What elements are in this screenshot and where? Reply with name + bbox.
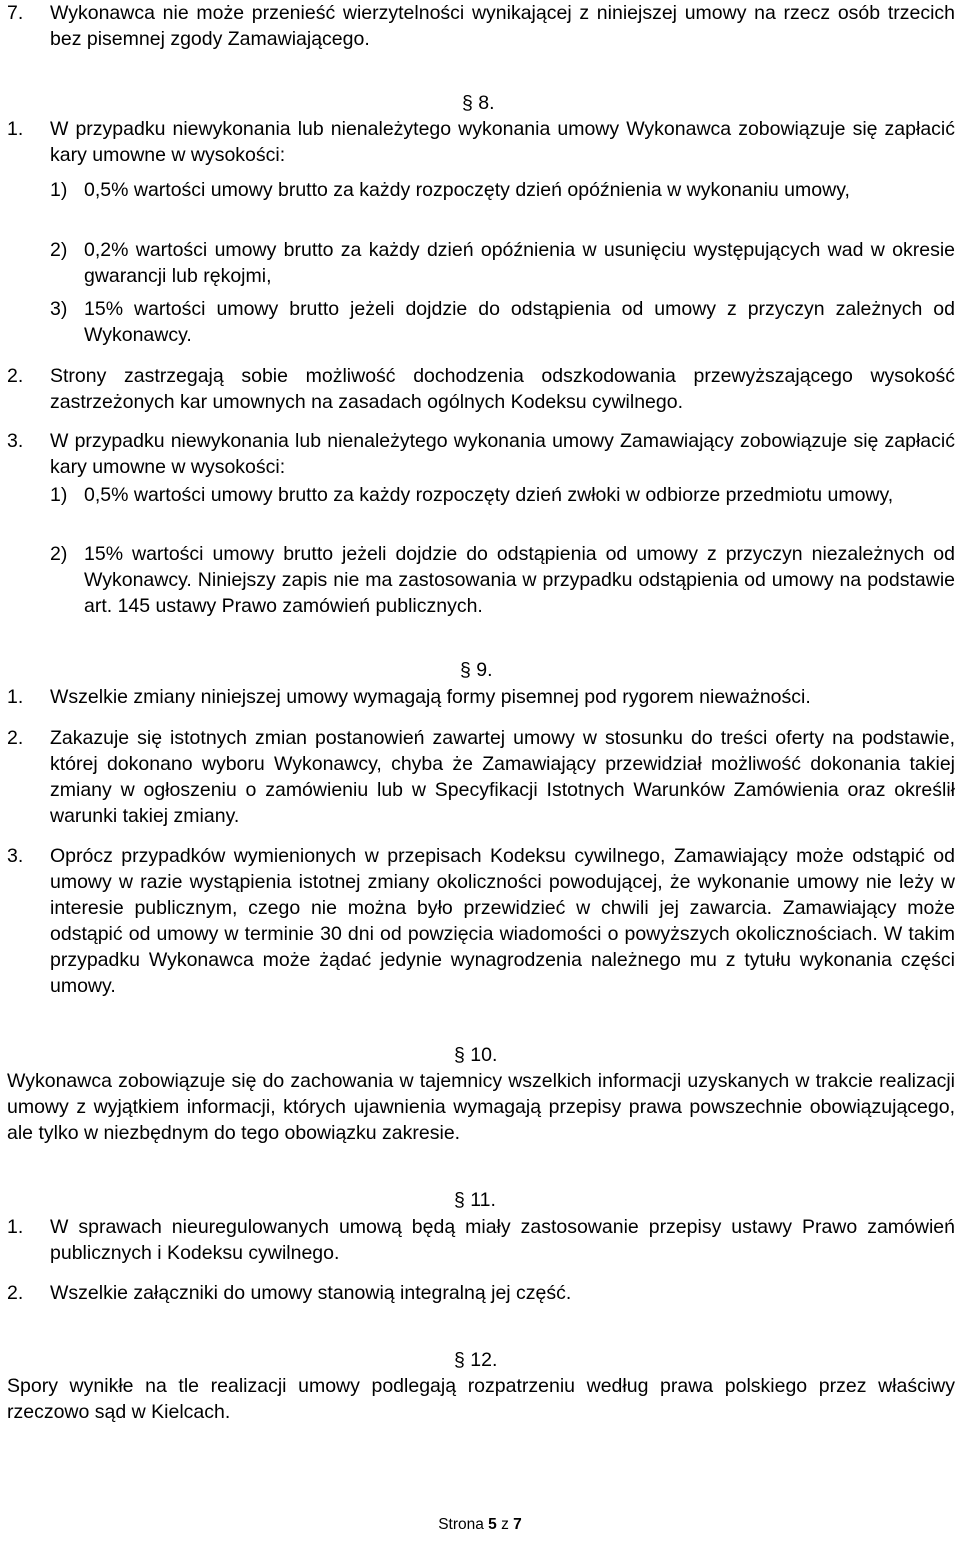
paragraph-text: Zakazuje się istotnych zmian postanowień zawartej umowy w stosunku do treści oferty na podstawie, której dokonano wyboru Wykonawcy, chyba że Zamawiający przewidział możliwość dokonania takiej zmiany w ogłoszeniu o zamówieniu lub w Specyfikacji Istotnych Warunków Zamówienia oraz określił warunki takiej zmiany. <box>50 727 955 827</box>
s8-p1-item-1 <box>7 177 955 203</box>
item-text: 0,5% wartości umowy brutto za każdy rozpoczęty dzień opóźnienia w wykonaniu umowy, <box>84 179 850 201</box>
footer-prefix: Strona <box>438 1516 484 1533</box>
paragraph-number: 2. <box>7 1282 24 1304</box>
s8-p1-item-3 <box>7 296 955 348</box>
paragraph-text: Wszelkie załączniki do umowy stanowią integralną jej część. <box>50 1282 572 1304</box>
section-heading-8: § 8. <box>462 92 495 114</box>
paragraph-number: 3. <box>7 845 24 867</box>
section-heading-9: § 9. <box>460 659 493 681</box>
page-footer <box>0 1515 960 1535</box>
s8-p1-item-2 <box>7 237 955 289</box>
s9-paragraph-2 <box>7 725 955 829</box>
item-number: 1) <box>50 484 68 506</box>
s8-paragraph-1 <box>7 116 955 168</box>
paragraph-text: W przypadku niewykonania lub nienależytego wykonania umowy Zamawiający zobowiązuje się zapłacić kary umowne w wysokości: <box>50 430 955 478</box>
paragraph-number: 3. <box>7 430 24 452</box>
item-number: 1) <box>50 179 68 201</box>
item-text: 15% wartości umowy brutto jeżeli dojdzie do odstąpienia od umowy z przyczyn zależnych od Wykonawcy. <box>84 298 955 346</box>
section-heading-11: § 11. <box>454 1189 496 1211</box>
item-number: 2) <box>50 543 68 565</box>
s11-paragraph-1 <box>7 1214 955 1266</box>
paragraph-text: Spory wynikłe na tle realizacji umowy podlegają rozpatrzeniu według prawa polskiego przez właściwy rzeczowo sąd w Kielcach. <box>7 1375 955 1423</box>
footer-page-total: 7 <box>513 1516 522 1533</box>
item-text: 0,2% wartości umowy brutto za każdy dzień opóźnienia w usunięciu występujących wad w okresie gwarancji lub rękojmi, <box>84 239 955 287</box>
paragraph-text: W przypadku niewykonania lub nienależytego wykonania umowy Wykonawca zobowiązuje się zapłacić kary umowne w wysokości: <box>50 118 955 166</box>
paragraph-text: Wykonawca zobowiązuje się do zachowania w tajemnicy wszelkich informacji uzyskanych w trakcie realizacji umowy z wyjątkiem informacji, których ujawnienia wymagają przepisy prawa powszechnie obowiązującego, ale tylko w niezbędnym do tego obowiązku zakresie. <box>7 1070 955 1144</box>
item-number: 2) <box>50 239 68 261</box>
paragraph-text: Oprócz przypadków wymienionych w przepisach Kodeksu cywilnego, Zamawiający może odstąpić od umowy w razie wystąpienia istotnej zmiany okoliczności powodującej, że wykonanie umowy nie leży w interesie publicznym, czego nie można było przewidzieć w chwili jej zawarcia. Zamawiający może odstąpić od umowy w terminie 30 dni od powzięcia wiadomości o powyższych okolicznościach. W takim przypadku Wykonawca może żądać jedynie wynagrodzenia należnego mu z tytułu wykonania części umowy. <box>50 845 955 997</box>
paragraph-number: 1. <box>7 686 24 708</box>
paragraph-number: 1. <box>7 1216 24 1238</box>
paragraph-text: W sprawach nieuregulowanych umową będą miały zastosowanie przepisy ustawy Prawo zamówień publicznych i Kodeksu cywilnego. <box>50 1216 955 1264</box>
paragraph-number: 2. <box>7 365 24 387</box>
s8-p3-item-1 <box>7 482 955 508</box>
s10-paragraph <box>7 1068 955 1146</box>
item-text: 15% wartości umowy brutto jeżeli dojdzie do odstąpienia od umowy z przyczyn niezależnych od Wykonawcy. Niniejszy zapis nie ma zastosowania w przypadku odstąpienia od umowy na podstawie art. 145 ustawy Prawo zamówień publicznych. <box>84 543 955 617</box>
section-heading-12: § 12. <box>454 1349 498 1371</box>
s8-p3-item-2 <box>7 541 955 619</box>
paragraph-number: 7. <box>7 2 24 24</box>
paragraph-text: Strony zastrzegają sobie możliwość dochodzenia odszkodowania przewyższającego wysokość zastrzeżonych kar umownych na zasadach ogólnych Kodeksu cywilnego. <box>50 365 955 413</box>
s9-paragraph-1 <box>7 684 955 710</box>
s9-paragraph-3 <box>7 843 955 999</box>
paragraph-number: 1. <box>7 118 24 140</box>
section-heading-10: § 10. <box>454 1044 498 1066</box>
paragraph-number: 2. <box>7 727 24 749</box>
s8-paragraph-3 <box>7 428 955 480</box>
paragraph-text: Wszelkie zmiany niniejszej umowy wymagają formy pisemnej pod rygorem nieważności. <box>50 686 811 708</box>
paragraph-7 <box>7 0 955 52</box>
paragraph-text: Wykonawca nie może przenieść wierzytelności wynikającej z niniejszej umowy na rzecz osób trzecich bez pisemnej zgody Zamawiającego. <box>50 2 955 50</box>
footer-page-number: 5 <box>488 1516 497 1533</box>
s8-paragraph-2 <box>7 363 955 415</box>
footer-separator: z <box>501 1516 509 1533</box>
item-number: 3) <box>50 298 68 320</box>
s12-paragraph <box>7 1373 955 1425</box>
item-text: 0,5% wartości umowy brutto za każdy rozpoczęty dzień zwłoki w odbiorze przedmiotu umowy, <box>84 484 894 506</box>
s11-paragraph-2 <box>7 1280 955 1306</box>
